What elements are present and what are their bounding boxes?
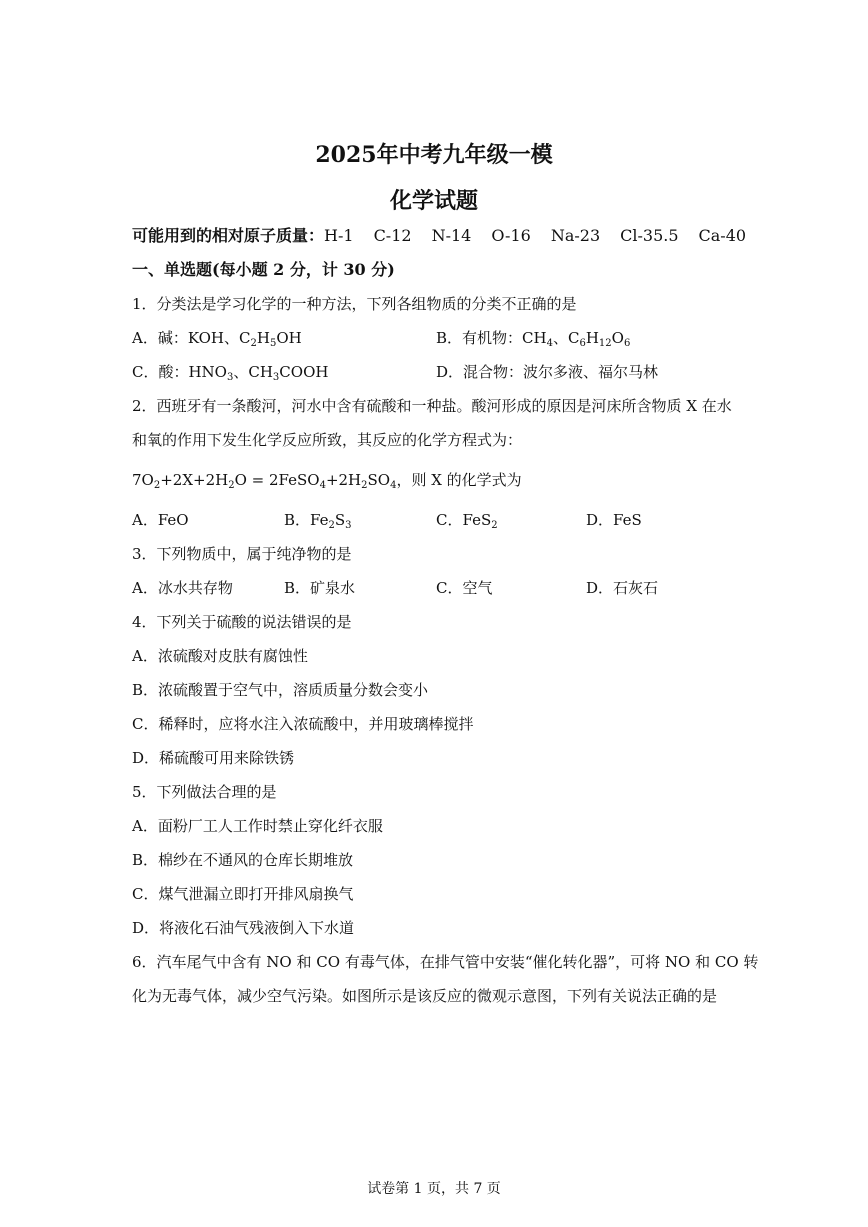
mass-h: H-1 — [324, 226, 354, 245]
q1-option-c: C．酸：$HNO_3$、$CH_3COOH$ — [132, 363, 329, 383]
q4-stem: 4．下列关于硫酸的说法错误的是 — [132, 613, 352, 631]
atomic-mass-line — [132, 226, 746, 246]
q4-option-b: B．浓硫酸置于空气中，溶质质量分数会变小 — [132, 681, 429, 699]
q4-option-c: C．稀释时，应将水注入浓硫酸中，并用玻璃棒搅拌 — [132, 715, 474, 733]
q2-option-d: D．FeS — [586, 511, 642, 529]
page-footer: 试卷第 1 页，共 7 页 — [367, 1181, 501, 1197]
q5-option-a: A．面粉厂工人工作时禁止穿化纤衣服 — [132, 817, 383, 835]
mass-o: O-16 — [491, 226, 531, 245]
exam-subtitle: 化学试题 — [389, 188, 478, 214]
q4-option-d: D．稀硫酸可用来除铁锈 — [132, 749, 295, 767]
q5-stem: 5．下列做法合理的是 — [132, 783, 277, 801]
q3-option-a: A．冰水共存物 — [132, 579, 233, 597]
q2-equation-tail: ，则 X 的化学式为 — [396, 471, 522, 489]
section-heading: 一、单选题(每小题 2 分，计 30 分) — [132, 260, 395, 279]
q1-option-a: A．碱：KOH、$C_2H_5OH$ — [132, 329, 302, 349]
q5-option-b: B．棉纱在不通风的仓库长期堆放 — [132, 851, 354, 869]
q2-option-b: B．$Fe_2S_3$ — [284, 511, 352, 531]
q6-stem-line2: 化为无毒气体，减少空气污染。如图所示是该反应的微观示意图，下列有关说法正确的是 — [132, 987, 718, 1005]
mass-cl: Cl-35.5 — [620, 226, 679, 245]
q2-stem-line1: 2．西班牙有一条酸河，河水中含有硫酸和一种盐。酸河形成的原因是河床所含物质 X 在水 — [132, 397, 732, 415]
q3-option-b: B．矿泉水 — [284, 579, 356, 597]
mass-c: C-12 — [373, 226, 412, 245]
exam-title: 2025年中考九年级一模 — [315, 142, 553, 168]
q2-option-c: C．FeS$_2$ — [436, 511, 498, 531]
q1-stem: 1．分类法是学习化学的一种方法，下列各组物质的分类不正确的是 — [132, 295, 577, 313]
q3-option-d: D．石灰石 — [586, 579, 659, 597]
atomic-mass-label: 可能用到的相对原子质量： — [132, 226, 325, 245]
mass-na: Na-23 — [550, 226, 601, 245]
q2-stem-line2: 和氧的作用下发生化学反应所致，其反应的化学方程式为： — [132, 431, 523, 449]
mass-n: N-14 — [431, 226, 472, 245]
q1-option-d: D．混合物：波尔多液、福尔马林 — [436, 363, 659, 381]
q3-stem: 3．下列物质中，属于纯净物的是 — [132, 545, 352, 563]
q2-equation: $7O_2+2X+2H_2O$ = $2FeSO_4+2H_2SO_4$，则 X 的化学式为 — [132, 471, 522, 491]
q3-option-c: C．空气 — [436, 579, 493, 597]
q1-option-b: B．有机物：$CH_4$、$C_6H_{12}O_6$ — [436, 329, 631, 349]
q4-option-a: A．浓硫酸对皮肤有腐蚀性 — [132, 647, 308, 665]
q5-option-d: D．将液化石油气残液倒入下水道 — [132, 919, 355, 937]
mass-ca: Ca-40 — [698, 226, 747, 245]
q2-option-a: A．FeO — [132, 511, 189, 529]
q6-stem-line1: 6．汽车尾气中含有 NO 和 CO 有毒气体，在排气管中安装“催化转化器”，可将 NO 和 CO 转 — [132, 953, 759, 971]
q5-option-c: C．煤气泄漏立即打开排风扇换气 — [132, 885, 354, 903]
